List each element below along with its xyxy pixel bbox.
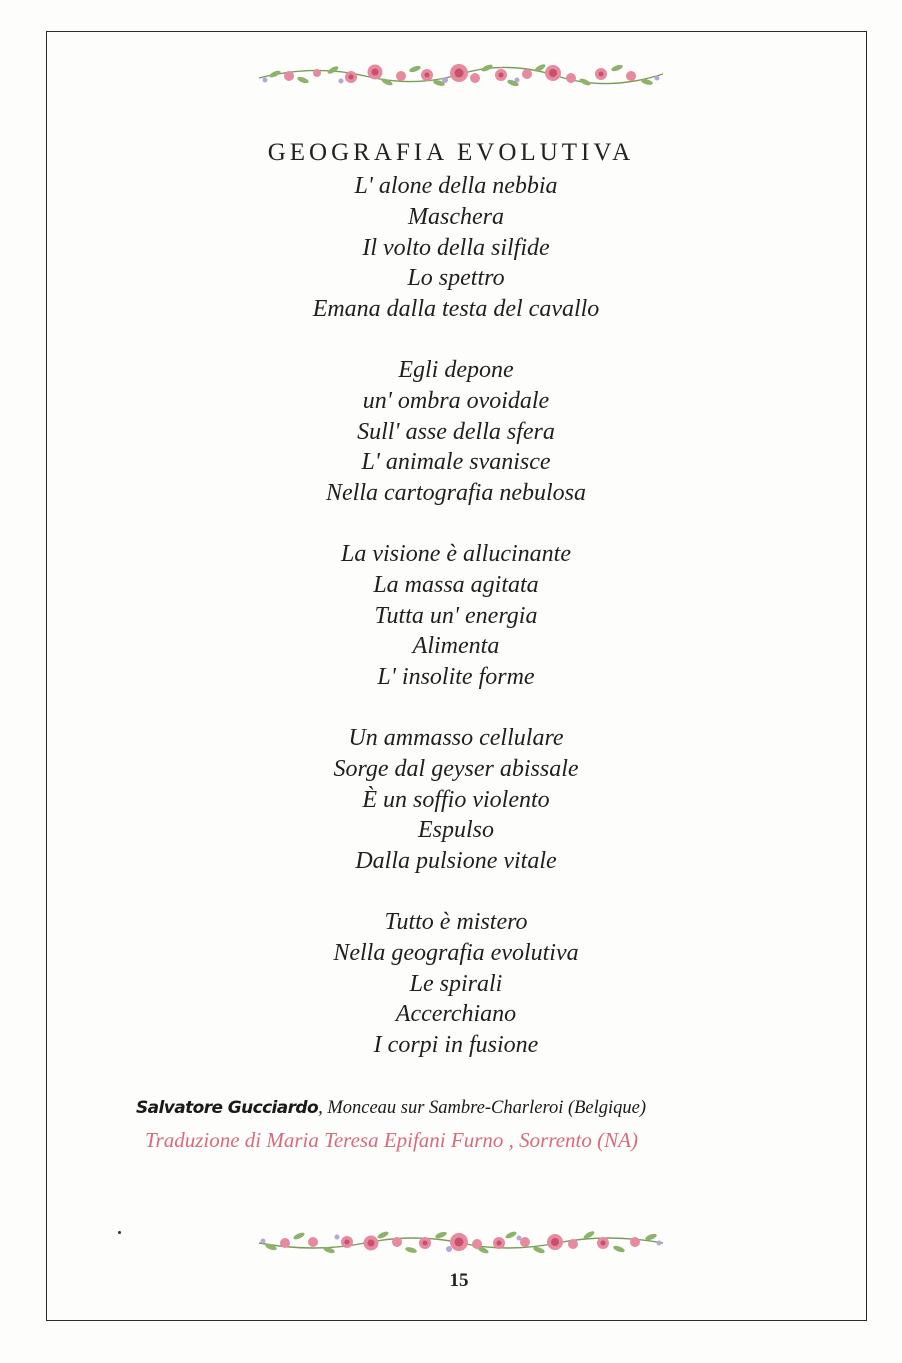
poem-line: Lo spettro bbox=[407, 265, 505, 292]
author-location: , Monceau sur Sambre-Charleroi (Belgique) bbox=[318, 1098, 647, 1118]
poem-line: Sull' asse della sfera bbox=[357, 418, 555, 445]
poem-line: La visione è allucinante bbox=[341, 540, 571, 567]
poem-line: Emana dalla testa del cavallo bbox=[312, 296, 600, 323]
poem-line: Accerchiano bbox=[395, 1001, 517, 1028]
poem-line: Dalla pulsione vitale bbox=[355, 848, 557, 875]
poem-line: Nella geografia evolutiva bbox=[333, 939, 579, 966]
translation-credit: Traduzione di Maria Teresa Epifani Furno , Sorrento (NA) bbox=[145, 1128, 638, 1152]
stanza-1 bbox=[0, 171, 902, 325]
poem-line: L' insolite forme bbox=[377, 664, 535, 691]
poem-line: un' ombra ovoidale bbox=[362, 387, 550, 414]
poem-title: GEOGRAFIA EVOLUTIVA bbox=[267, 138, 635, 166]
poem-line: Tutto è mistero bbox=[384, 908, 528, 935]
ink-speck bbox=[118, 1231, 121, 1234]
poem-line: Maschera bbox=[408, 203, 504, 230]
poem-line: Espulso bbox=[417, 817, 494, 844]
poem-body bbox=[0, 171, 902, 1091]
poem-line: Nella cartografia nebulosa bbox=[326, 480, 586, 507]
poem-line: Un ammasso cellulare bbox=[348, 724, 564, 751]
page-number: 15 bbox=[449, 1270, 469, 1291]
poem-line: Il volto della silfide bbox=[362, 234, 550, 261]
floral-garland-bottom-icon bbox=[255, 1223, 667, 1261]
poem-line: Egli depone bbox=[398, 356, 514, 383]
stanza-3 bbox=[0, 539, 902, 693]
poem-line: L' animale svanisce bbox=[361, 449, 551, 476]
poem-line: La massa agitata bbox=[373, 571, 539, 598]
poem-line: Tutta un' energia bbox=[374, 602, 538, 629]
floral-garland-top-icon bbox=[255, 56, 667, 94]
stanza-4 bbox=[0, 723, 902, 877]
poem-line: L' alone della nebbia bbox=[354, 173, 558, 199]
poem-line: Sorge dal geyser abissale bbox=[333, 755, 579, 782]
stanza-5 bbox=[0, 907, 902, 1061]
poem-line: Le spirali bbox=[409, 970, 503, 997]
poem-line: I corpi in fusione bbox=[373, 1032, 539, 1059]
poem-line: Alimenta bbox=[412, 633, 500, 660]
author-name: Salvatore Gucciardo bbox=[136, 1098, 319, 1118]
poem-line: È un soffio violento bbox=[362, 786, 550, 813]
stanza-2 bbox=[0, 355, 902, 509]
author-credit bbox=[136, 1098, 646, 1119]
